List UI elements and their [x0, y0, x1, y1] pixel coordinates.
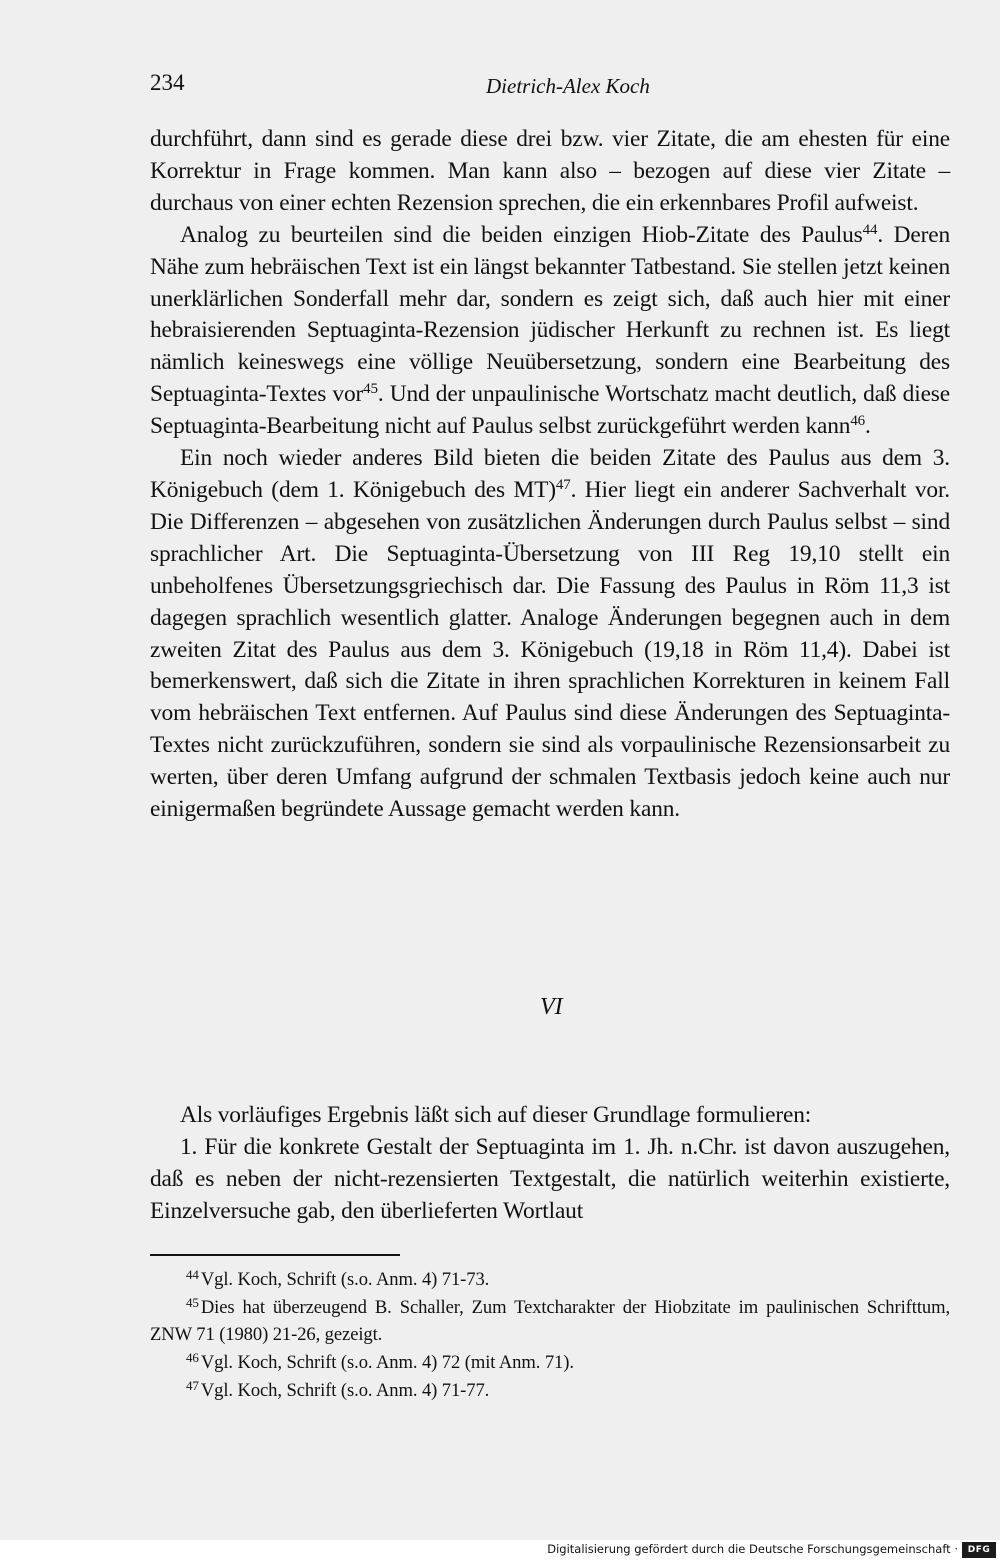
paragraph-3: Ein noch wieder anderes Bild bieten die beiden Zitate des Paulus aus dem 3. Königebuch (dem 1. Königebuch des MT)$^{47}$. Hier liegt ein anderer Sachverhalt vor. Die Differenzen – abgesehen von zusätzlichen Änderungen durch Paulus selbst – sind sprachlicher Art. Die Septuaginta-Übersetzung von III Reg 19,10 stellt ein unbeholfenes Übersetzungsgriechisch dar. Die Fassung des Paulus in Röm 11,3 ist dagegen sprachlich wesentlich glatter. Analoge Änderungen begegnen auch in dem zweiten Zitat des Paulus aus dem 3. Königebuch (19,18 in Röm 11,4). Dabei ist bemerkenswert, daß sich die Zitate in ihren sprachlichen Korrekturen in keinem Fall vom hebräischen Text entfernen. Auf Paulus sind diese Änderungen des Septuaginta-Textes nicht zurückzuführen, sondern sie sind als vorpaulinische Rezensionsarbeit zu werten, über deren Umfang aufgrund der schmalen Textbasis jedoch keine auch nur einigermaßen begründete Aussage gemacht werden kann.	[150, 445, 951, 823]
main-text	[150, 124, 950, 826]
paragraph-4: Als vorläufiges Ergebnis läßt sich auf dieser Grundlage formulieren:	[180, 1102, 812, 1128]
footnote-ref-47[interactable]: 47	[555, 476, 571, 493]
footnotes	[150, 1266, 950, 1405]
page-header	[150, 70, 650, 106]
footnote-45: $^{45}$ Dies hat überzeugend B. Schaller, Zum Textcharakter der Hiobzitate im paulinischen Schrifttum, ZNW 71 (1980) 21-26, gezeigt.	[150, 1294, 950, 1346]
footnote-44: $^{44}$ Vgl. Koch, Schrift (s.o. Anm. 4) 71-73.	[186, 1267, 490, 1290]
footnote-ref-46[interactable]: 46	[850, 413, 866, 430]
running-head: Dietrich-Alex Koch	[486, 74, 650, 98]
main-text-continued	[150, 1100, 950, 1228]
footnote-ref-45[interactable]: 45	[363, 381, 378, 398]
paragraph-1: durchführt, dann sind es gerade diese drei bzw. vier Zitate, die am ehesten für eine Korrektur in Frage kommen. Man kann also – bezogen auf diese vier Zitate – durchaus von einer echten Rezension sprechen, die ein erkennbares Profil aufweist.	[150, 126, 950, 216]
page-number: 234	[150, 70, 185, 95]
paragraph-5: 1. Für die konkrete Gestalt der Septuaginta im 1. Jh. n.Chr. ist davon auszugehen, daß es neben der nicht-rezensierten Textgestalt, die natürlich weiterhin existierte, Einzelversuche gab, den überlieferten Wortlaut	[150, 1133, 950, 1224]
footnote-ref-44[interactable]: 44	[862, 221, 878, 238]
footnote-47: $^{47}$ Vgl. Koch, Schrift (s.o. Anm. 4) 71-77.	[186, 1377, 490, 1401]
section-heading: VI	[540, 994, 563, 1020]
footnote-46: $^{46}$ Vgl. Koch, Schrift (s.o. Anm. 4) 72 (mit Anm. 71).	[186, 1350, 574, 1374]
digitization-credit: Digitalisierung gefördert durch die Deutsche Forschungsgemeinschaft ·	[547, 1542, 958, 1556]
paragraph-2: Analog zu beurteilen sind die beiden einzigen Hiob-Zitate des Paulus$^{44}$. Deren Nähe zum hebräischen Text ist ein längst bekannter Tatbestand. Sie stellen jetzt keinen unerklärlichen Sonderfall mehr dar, sondern es zeigt sich, daß auch hier mit einer hebraisierenden Septuaginta-Rezension jüdischer Herkunft zu rechnen ist. Es liegt nämlich keineswegs eine völlige Neuübersetzung, sondern eine Bearbeitung des Septuaginta-Textes vor$^{45}$. Und der unpaulinische Wortschatz macht deutlich, daß diese Septuaginta-Bearbeitung nicht auf Paulus selbst zurückgeführt werden kann$^{46}$.	[150, 221, 950, 440]
dfg-logo-icon: DFG	[962, 1542, 996, 1558]
footnote-separator	[150, 1254, 400, 1256]
